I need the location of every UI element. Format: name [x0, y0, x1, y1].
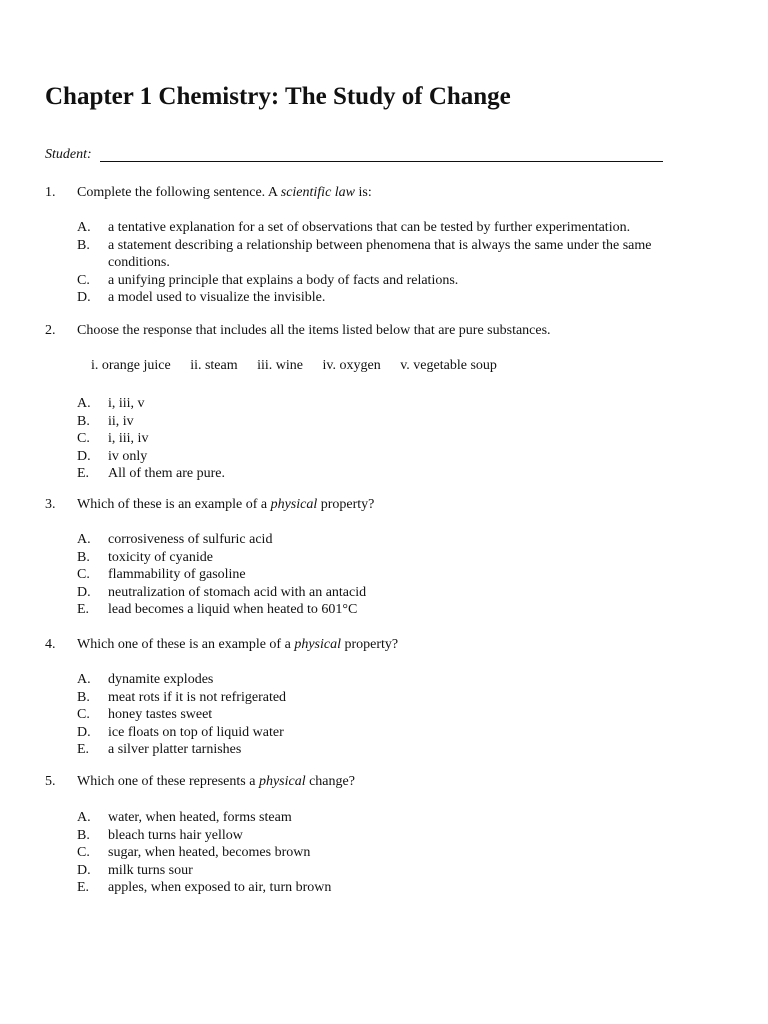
answer-option[interactable]: [77, 844, 702, 862]
option-letter: E.: [77, 742, 90, 757]
stem-text: Choose the response that includes all the items listed below that are pure substances.: [77, 323, 551, 338]
student-name-blank: [100, 161, 663, 162]
answer-option[interactable]: [77, 219, 702, 237]
option-text: honey tastes sweet: [108, 707, 213, 722]
answer-option[interactable]: [77, 237, 702, 272]
option-text: a tentative explanation for a set of observations that can be tested by further experimentation.: [108, 220, 631, 235]
answer-options-4: [77, 671, 702, 759]
answer-option[interactable]: [77, 430, 702, 448]
answer-option[interactable]: [77, 272, 702, 290]
answer-option[interactable]: [77, 448, 702, 466]
option-text: a statement describing a relationship between phenomena that is always the same under the same conditions.: [108, 237, 652, 270]
stem-text-end: is:: [355, 185, 372, 200]
option-text: a silver platter tarnishes: [108, 742, 242, 757]
stem-text-end: change?: [305, 774, 355, 789]
option-letter: E.: [77, 880, 90, 895]
question-number: 2.: [45, 323, 56, 338]
option-letter: A.: [77, 220, 91, 235]
option-text: lead becomes a liquid when heated to 601°C: [108, 602, 358, 617]
option-letter: D.: [77, 862, 91, 878]
option-letter: C.: [77, 845, 90, 860]
option-letter: D.: [77, 290, 91, 305]
question-stem: [77, 322, 551, 340]
option-letter: B.: [77, 689, 90, 705]
answer-options-3: [77, 531, 702, 619]
option-text: water, when heated, forms steam: [108, 810, 292, 825]
option-text: a model used to visualize the invisible.: [108, 290, 326, 305]
question-stem: [77, 636, 398, 654]
option-text: dynamite explodes: [108, 672, 214, 687]
answer-option[interactable]: [77, 724, 702, 742]
option-letter: D.: [77, 724, 91, 740]
option-text: bleach turns hair yellow: [108, 827, 243, 843]
option-text: meat rots if it is not refrigerated: [108, 689, 287, 705]
answer-option[interactable]: [77, 601, 702, 619]
option-letter: A.: [77, 810, 91, 825]
answer-option[interactable]: [77, 465, 702, 483]
page-title: Chapter 1 Chemistry: The Study of Change: [45, 83, 511, 110]
answer-option[interactable]: [77, 741, 702, 759]
substance-item: v. vegetable soup: [400, 358, 497, 373]
option-letter: E.: [77, 466, 90, 481]
option-text: milk turns sour: [108, 862, 193, 878]
option-text: flammability of gasoline: [108, 567, 246, 582]
option-letter: A.: [77, 396, 91, 411]
student-label: Student:: [45, 147, 92, 162]
option-letter: C.: [77, 567, 90, 582]
answer-option[interactable]: [77, 809, 702, 827]
answer-options-1: [77, 219, 702, 307]
question-stem: [77, 773, 355, 791]
stem-emphasis: physical: [294, 637, 341, 652]
answer-option[interactable]: [77, 531, 702, 549]
answer-option[interactable]: [77, 395, 702, 413]
stem-emphasis: physical: [258, 774, 306, 789]
option-letter: B.: [77, 413, 90, 429]
answer-option[interactable]: [77, 584, 702, 602]
question-stem: [77, 184, 372, 202]
question-number: 5.: [45, 774, 56, 789]
option-text: i, iii, v: [108, 396, 145, 411]
option-letter: C.: [77, 431, 90, 446]
stem-text: Which of these is an example of a: [77, 497, 271, 512]
question-number: 4.: [45, 637, 56, 652]
option-text: toxicity of cyanide: [108, 549, 213, 565]
answer-option[interactable]: [77, 862, 702, 880]
stem-text: Which one of these represents a: [77, 774, 259, 789]
option-letter: A.: [77, 672, 91, 687]
answer-option[interactable]: [77, 289, 702, 307]
option-text: ice floats on top of liquid water: [108, 724, 284, 740]
question-number: 1.: [45, 185, 56, 200]
option-letter: C.: [77, 272, 90, 288]
stem-text: Which one of these is an example of a: [77, 637, 295, 652]
question-number: 3.: [45, 497, 56, 512]
option-letter: B.: [77, 237, 90, 253]
option-letter: E.: [77, 602, 90, 617]
stem-text: Complete the following sentence. A: [77, 185, 281, 200]
substance-item: iv. oxygen: [322, 358, 381, 373]
stem-emphasis: physical: [270, 497, 318, 512]
option-text: a unifying principle that explains a body of facts and relations.: [108, 272, 459, 288]
stem-text-end: property?: [317, 497, 375, 512]
substance-item: i. orange juice: [91, 358, 171, 373]
option-letter: B.: [77, 827, 90, 843]
answer-option[interactable]: [77, 689, 702, 707]
question-stem: [77, 496, 374, 514]
substance-item: iii. wine: [257, 358, 304, 373]
answer-options-5: [77, 809, 702, 897]
answer-option[interactable]: [77, 671, 702, 689]
stem-text-end: property?: [340, 637, 399, 652]
answer-option[interactable]: [77, 566, 702, 584]
answer-option[interactable]: [77, 549, 702, 567]
answer-option[interactable]: [77, 413, 702, 431]
option-text: All of them are pure.: [108, 466, 226, 481]
substance-item: ii. steam: [190, 358, 238, 373]
answer-option[interactable]: [77, 827, 702, 845]
option-letter: D.: [77, 584, 91, 600]
student-name-row: [45, 145, 665, 165]
substance-items-list: [91, 357, 513, 375]
option-letter: B.: [77, 549, 90, 565]
option-text: neutralization of stomach acid with an antacid: [108, 584, 367, 600]
answer-option[interactable]: [77, 706, 702, 724]
stem-emphasis: scientific law: [280, 185, 356, 200]
option-text: apples, when exposed to air, turn brown: [108, 880, 332, 895]
option-text: corrosiveness of sulfuric acid: [108, 532, 273, 547]
option-text: iv only: [108, 448, 148, 464]
option-text: i, iii, iv: [108, 431, 149, 446]
option-letter: D.: [77, 448, 91, 464]
answer-options-2: [77, 395, 702, 483]
option-text: ii, iv: [108, 413, 134, 429]
option-letter: C.: [77, 707, 90, 722]
answer-option[interactable]: [77, 879, 702, 897]
option-text: sugar, when heated, becomes brown: [108, 845, 311, 860]
option-letter: A.: [77, 532, 91, 547]
